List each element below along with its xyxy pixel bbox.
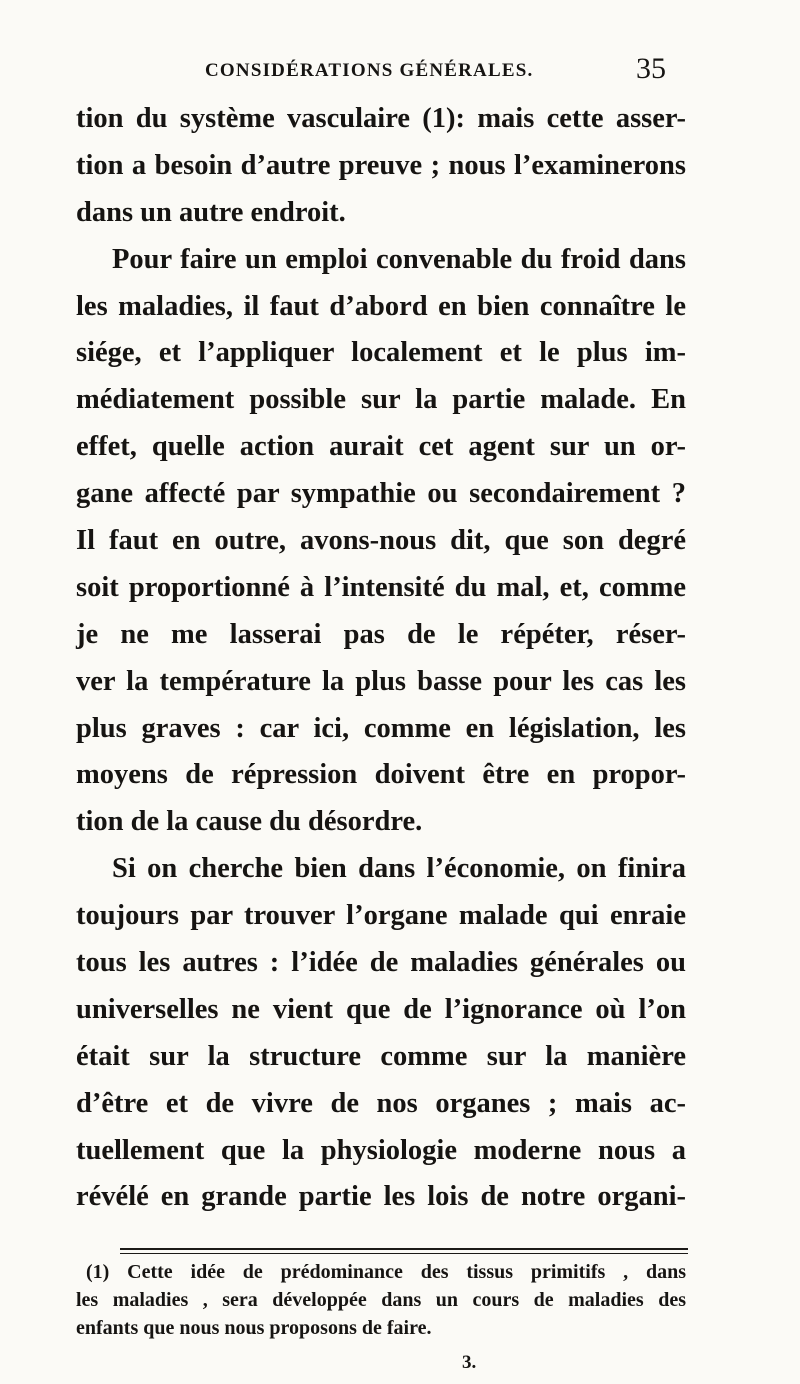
text-line: effet, quelle action aurait cet agent sur un or- — [76, 431, 686, 463]
signature-mark: 3. — [462, 1352, 477, 1373]
text-line: était sur la structure comme sur la manière — [76, 1040, 686, 1072]
footnote-line: enfants que nous nous proposons de faire. — [76, 1317, 432, 1339]
footnote — [76, 1258, 686, 1342]
text-line: plus graves : car ici, comme en législation, les — [76, 712, 686, 744]
footnote-divider — [120, 1248, 688, 1250]
body-text — [76, 96, 686, 1221]
text-line: toujours par trouver l’organe malade qui enraie — [76, 900, 686, 932]
text-line: Si on cherche bien dans l’économie, on finira — [112, 853, 686, 885]
text-line: tion du système vasculaire (1): mais cette asser- — [76, 103, 686, 134]
text-line: Pour faire un emploi convenable du froid dans — [112, 243, 686, 275]
text-line: universelles ne vient que de l’ignorance où l’on — [76, 993, 686, 1025]
text-line: tous les autres : l’idée de maladies générales ou — [76, 947, 686, 979]
footnote-line: (1) Cette idée de prédominance des tissus primitifs , dans — [86, 1261, 686, 1283]
text-line: d’être et de vivre de nos organes ; mais ac- — [76, 1087, 686, 1119]
text-line: médiatement possible sur la partie malade. En — [76, 384, 686, 416]
text-line: gane affecté par sympathie ou secondairement ? — [76, 478, 686, 510]
text-line: siége, et l’appliquer localement et le plus im- — [76, 337, 686, 369]
text-line: je ne me lasserai pas de le répéter, réser- — [76, 618, 686, 650]
text-line: Il faut en outre, avons-nous dit, que son degré — [76, 525, 686, 557]
footnote-line: les maladies , sera développée dans un cours de maladies des — [76, 1289, 686, 1311]
text-line: les maladies, il faut d’abord en bien connaître le — [76, 290, 686, 322]
footnote-divider-thin — [120, 1253, 688, 1254]
text-line: moyens de répression doivent être en propor- — [76, 759, 686, 791]
text-line: révélé en grande partie les lois de notre organi- — [76, 1181, 686, 1213]
text-line: dans un autre endroit. — [76, 196, 346, 228]
text-line: tion a besoin d’autre preuve ; nous l’examinerons — [76, 149, 686, 181]
text-line: ver la température la plus basse pour les cas les — [76, 665, 686, 697]
running-title: CONSIDÉRATIONS GÉNÉRALES. — [205, 60, 534, 81]
text-line: soit proportionné à l’intensité du mal, et, comme — [76, 571, 686, 603]
text-line: tion de la cause du désordre. — [76, 806, 423, 838]
text-line: tuellement que la physiologie moderne nous a — [76, 1134, 686, 1166]
page-number: 35 — [636, 52, 666, 85]
